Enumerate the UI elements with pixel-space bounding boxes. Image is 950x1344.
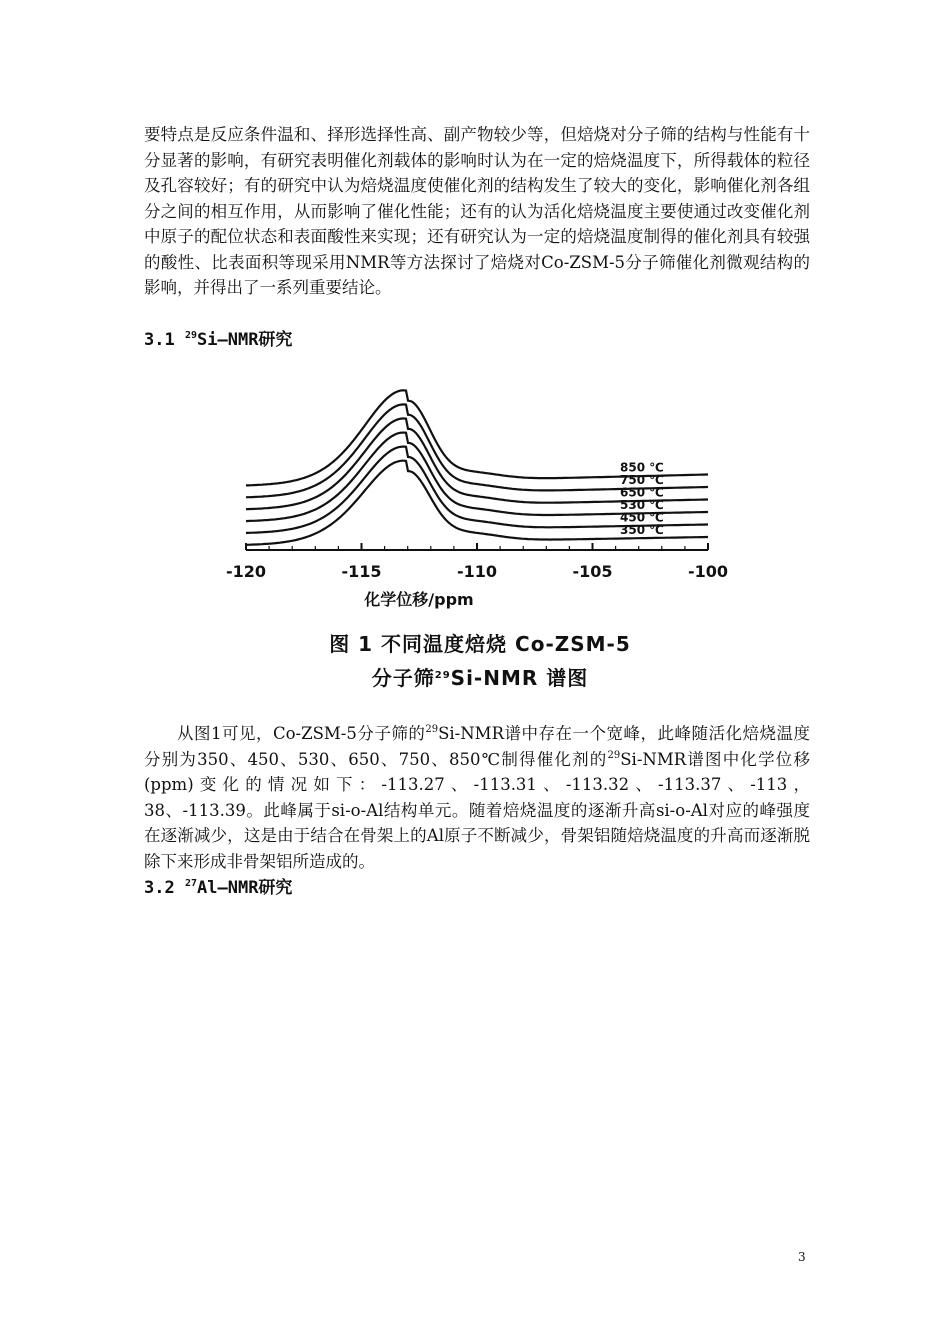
caption-text-pre: 分子筛 xyxy=(371,666,435,690)
section-title: Si—NMR研究 xyxy=(197,330,293,350)
x-tick-label: -115 xyxy=(341,562,382,581)
caption-superscript: 29 xyxy=(434,670,451,681)
series-label: 530 ℃ xyxy=(620,498,664,512)
results-text-2: Si-NMR谱中存在一个宽峰，此峰随活化焙烧温度分别为350、450、530、650、750、850℃制得催化剂的 xyxy=(144,724,810,769)
series-label: 850 ℃ xyxy=(620,460,664,475)
x-tick-label: -105 xyxy=(572,562,613,581)
x-tick-label: -120 xyxy=(225,562,267,581)
page-number: 3 xyxy=(798,1250,806,1264)
x-tick-label: -110 xyxy=(456,562,498,581)
section-heading-al-nmr xyxy=(144,873,292,898)
figure-caption-line1: 图 1 不同温度焙烧 Co-ZSM-5 xyxy=(329,632,631,656)
x-axis-label: 化学位移/ppm xyxy=(364,590,474,609)
x-tick-label: -100 xyxy=(687,562,729,581)
caption-text-post: Si-NMR 谱图 xyxy=(450,666,589,690)
nmr-spectrum-chart xyxy=(200,345,760,615)
results-paragraph xyxy=(144,721,810,874)
results-sup-2: 29 xyxy=(607,749,621,761)
section-number: 3.1 xyxy=(144,330,175,350)
section-number: 3.2 xyxy=(144,878,175,898)
results-text-3: Si-NMR谱图中化学位移(ppm)变化的情况如下：-113.27、-113.31、-113.32、-113.37、-113，38、-113.39。此峰属于si-o-Al结构单元。随着焙烧温度的逐渐升高si-o-Al对应的峰强度在逐渐减少，这是由于结合在骨架上的Al原子不断减少，骨架铝随焙烧温度的升高而逐渐脱除下来形成非骨架铝所造成的。 xyxy=(144,749,811,871)
series-label: 450 ℃ xyxy=(620,510,664,525)
series-label: 650 ℃ xyxy=(620,485,664,500)
isotope-superscript: 29 xyxy=(184,330,198,341)
results-sup-1: 29 xyxy=(425,724,439,735)
series-label: 750 ℃ xyxy=(620,473,664,487)
section-title: Al—NMR研究 xyxy=(197,878,293,898)
figure-caption-line2 xyxy=(200,662,760,691)
intro-paragraph: 要特点是反应条件温和、择形选择性高、副产物较少等，但焙烧对分子筛的结构与性能有十分显著的影响，有研究表明催化剂载体的影响时认为在一定的焙烧温度下，所得载体的粒径及孔容较好；有的研究中认为焙烧温度使催化剂的结构发生了较大的变化，影响催化剂各组分之间的相互作用，从而影响了催化性能；还有的认为活化焙烧温度主要使通过改变催化剂中原子的配位状态和表面酸性来实现；还有研究认为一定的焙烧温度制得的催化剂具有较强的酸性、比表面积等现采用NMR等方法探讨了焙烧对Co-ZSM-5分子筛催化剂微观结构的影响，并得出了一系列重要结论。 xyxy=(144,125,810,297)
isotope-superscript: 27 xyxy=(184,878,198,889)
series-label: 350 ℃ xyxy=(620,523,664,537)
results-text-1: 从图1可见，Co-ZSM-5分子筛的 xyxy=(177,724,426,743)
